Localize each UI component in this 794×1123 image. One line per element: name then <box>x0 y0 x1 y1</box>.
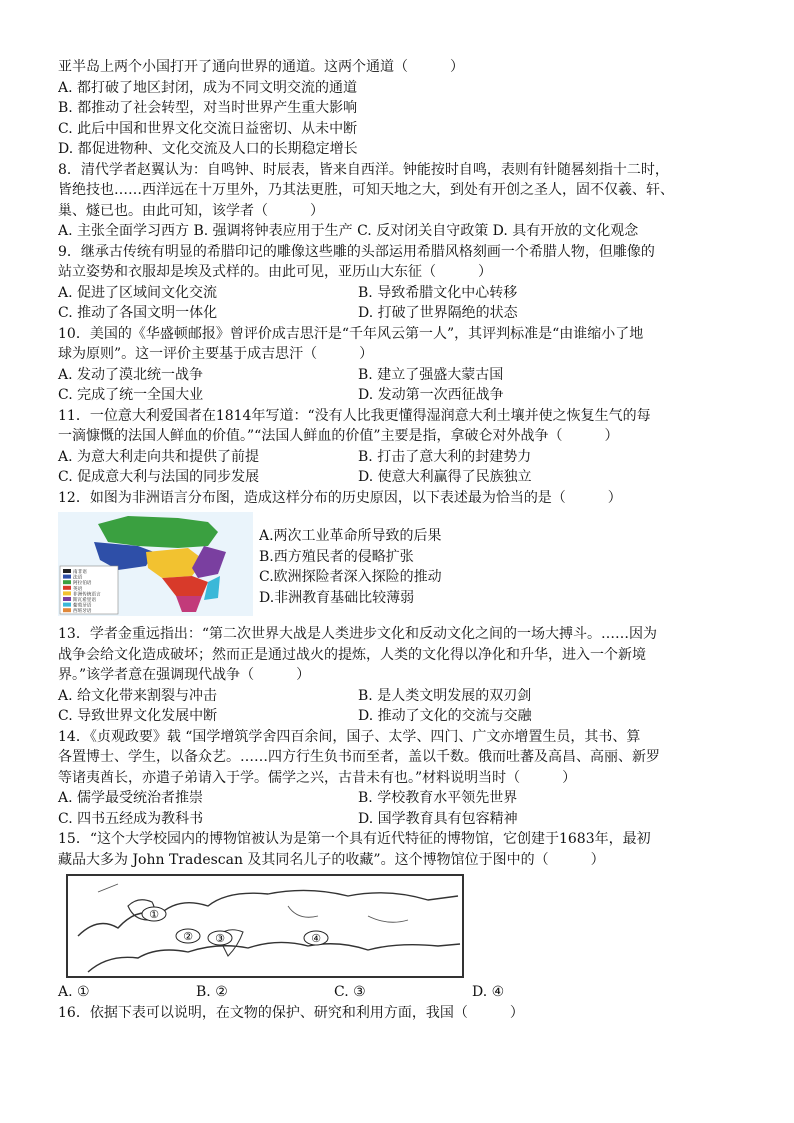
q15-stem-line-1: 15．“这个大学校园内的博物馆被认为是第一个具有近代特征的博物馆，它创建于1683年，最初 <box>58 831 651 847</box>
q15-option-c: C. ③ <box>334 984 366 1000</box>
q11-option-c: C. 促成意大利与法国的同步发展 <box>58 469 260 485</box>
q9-options-row-2 <box>58 303 748 324</box>
q10-stem-line-2: 球为原则”。这一评价主要基于成吉思汗（ ） <box>58 346 374 362</box>
legend-swatch <box>63 575 71 579</box>
q11-option-a: A. 为意大利走向共和提供了前提 <box>58 448 260 465</box>
q8-stem-line-1: 8．清代学者赵翼认为：自鸣钟、时辰表，皆来自西洋。钟能按时自鸣，表则有针随晷刻指十二时， <box>58 161 669 178</box>
q11-options-row-2 <box>58 467 748 488</box>
q13-stem-line-2: 战争会给文化造成破坏；然而正是通过战火的提炼，人类的文化得以净化和升华，进入一个新境 <box>58 646 646 663</box>
q10-options-row-2 <box>58 385 748 406</box>
q10-options-row-1 <box>58 365 748 386</box>
legend-label: 西班牙语 <box>73 609 92 615</box>
q12-option-c: C.欧洲探险者深入探险的推动 <box>259 569 442 585</box>
map-marker-label: ③ <box>215 932 225 945</box>
q13-stem-line-3: 界。”该学者意在强调现代战争（ ） <box>58 667 311 683</box>
legend-swatch <box>63 597 71 601</box>
legend-label: 南非语 <box>73 570 87 575</box>
map-marker-label: ② <box>183 930 193 943</box>
q7-stem-tail: 亚半岛上两个小国打开了通向世界的通道。这两个通道（ ） <box>58 59 464 75</box>
q9-stem-line-1: 9．继承古传统有明显的希腊印记的雕像这些雕的头部运用希腊风格刻画一个希腊人物，但雕像的 <box>58 243 655 260</box>
q7-option-c: C. 此后中国和世界文化交流日益密切、从未中断 <box>58 120 358 137</box>
map-marker-label: ④ <box>311 932 321 945</box>
q12-options <box>259 526 442 608</box>
map-marker-label: ① <box>149 908 159 921</box>
q15-options <box>58 982 748 1003</box>
africa-language-map <box>58 512 253 616</box>
q9-option-d: D. 打破了世界隔绝的状态 <box>358 305 518 321</box>
q14-stem-line-2: 各置博士、学生，以备众艺。……四方行生负书而至者，盖以千数。俄而吐蕃及高昌、高丽、新罗 <box>58 749 660 765</box>
q8-stem-line-3: 巢、燧已也。由此可知，该学者（ ） <box>58 202 324 219</box>
legend-swatch <box>63 591 71 595</box>
q13-option-d: D. 推动了文化的交流与交融 <box>358 708 532 724</box>
q15-option-d: D. ④ <box>472 984 505 1000</box>
q8-options: A. 主张全面学习西方 B. 强调将钟表应用于生产 C. 反对闭关自守政策 D. 具有开放的文化观念 <box>58 223 639 239</box>
q12-stem: 12．如图为非洲语言分布图，造成这样分布的历史原因，以下表述最为恰当的是（ ） <box>58 489 622 506</box>
q9-option-c: C. 推动了各国文明一体化 <box>58 305 218 321</box>
q13-option-b: B. 是人类文明发展的双刃剑 <box>358 687 532 704</box>
europe-map <box>66 874 464 978</box>
europe-map-graphic <box>68 876 462 976</box>
q13-option-c: C. 导致世界文化发展中断 <box>58 708 218 724</box>
q10-option-a: A. 发动了漠北统一战争 <box>58 366 204 383</box>
q14-option-c: C. 四书五经成为教科书 <box>58 810 204 827</box>
legend-swatch <box>63 586 71 590</box>
q12-figure <box>58 512 748 616</box>
q15-option-a: A. ① <box>58 984 90 1000</box>
q10-option-b: B. 建立了强盛大蒙古国 <box>358 366 504 383</box>
q11-option-d: D. 使意大利赢得了民族独立 <box>358 469 532 485</box>
q14-options-row-2 <box>58 809 748 830</box>
q11-option-b: B. 打击了意大利的封建势力 <box>358 448 532 465</box>
legend-label: 斯瓦希里语 <box>73 598 96 603</box>
q13-stem-line-1: 13．学者金重远指出：“第二次世界大战是人类进步文化和反动文化之间的一场大搏斗。……因为 <box>58 626 657 642</box>
q11-stem-line-1: 11．一位意大利爱国者在1814年写道：“没有人比我更懂得湿润意大利土壤并使之恢复生气的每 <box>58 407 651 424</box>
q12-option-a: A.两次工业革命所导致的后果 <box>259 528 442 544</box>
q12-option-b: B.西方殖民者的侵略扩张 <box>259 548 414 565</box>
q7-option-d: D. 都促进物种、文化交流及人口的长期稳定增长 <box>58 141 358 157</box>
legend-swatch <box>63 580 71 584</box>
legend-label: 阿拉伯语 <box>73 581 92 587</box>
legend-label: 葡萄牙语 <box>73 603 92 609</box>
q8-stem-line-2: 皆绝技也……西洋远在十万里外，乃其法更胜，可知天地之大，到处有开创之圣人，固不仅羲、轩、 <box>58 182 674 198</box>
legend-label: 英语 <box>73 586 83 592</box>
q9-stem-line-2: 站立姿势和衣服却是埃及式样的。由此可见，亚历山大东征（ ） <box>58 264 492 280</box>
q9-option-b: B. 导致希腊文化中心转移 <box>358 284 518 301</box>
q13-option-a: A. 给文化带来割裂与冲击 <box>58 687 218 704</box>
q13-options-row-1 <box>58 686 748 707</box>
africa-map-graphic <box>58 512 253 616</box>
q14-options-row-1 <box>58 788 748 809</box>
q12-option-d: D.非洲教育基础比较薄弱 <box>259 589 415 606</box>
q9-options-row-1 <box>58 283 748 304</box>
q15-option-b: B. ② <box>196 984 228 1000</box>
legend-label: 法语 <box>73 575 83 581</box>
legend-swatch <box>63 569 71 573</box>
q14-option-b: B. 学校教育水平领先世界 <box>358 790 518 806</box>
q10-option-c: C. 完成了统一全国大业 <box>58 387 204 403</box>
q15-stem-line-2: 藏品大多为 John Tradescan 及其同名儿子的收藏”。这个博物馆位于图中的（ ） <box>58 851 605 868</box>
q14-option-a: A. 儒学最受统治者推崇 <box>58 790 204 806</box>
q11-stem-line-2: 一滴慷慨的法国人鲜血的价值。”“法国人鲜血的价值”主要是指，拿破仑对外战争（ ） <box>58 428 619 444</box>
q10-option-d: D. 发动第一次西征战争 <box>358 387 504 403</box>
q9-option-a: A. 促进了区域间文化交流 <box>58 284 218 301</box>
legend-label: 非洲传统语言 <box>73 592 101 598</box>
legend-swatch <box>63 608 71 612</box>
q7-option-a: A. 都打破了地区封闭，成为不同文明交流的通道 <box>58 79 358 96</box>
q13-options-row-2 <box>58 706 748 727</box>
q14-option-d: D. 国学教育具有包容精神 <box>358 810 518 827</box>
q11-options-row-1 <box>58 447 748 468</box>
q14-stem-line-3: 等诸夷酋长，亦遣子弟请入于学。儒学之兴，古昔未有也。”材料说明当时（ ） <box>58 769 577 786</box>
q10-stem-line-1: 10．美国的《华盛顿邮报》曾评价成吉思汗是“千年风云第一人”，其评判标准是“由谁缩小了地 <box>58 325 644 342</box>
exam-page <box>58 57 748 1023</box>
q7-option-b: B. 都推动了社会转型，对当时世界产生重大影响 <box>58 100 358 116</box>
legend-swatch <box>63 603 71 607</box>
q14-stem-line-1: 14．《贞观政要》载 “国学增筑学舍四百余间，国子、太学、四门、广文亦增置生员，其书、算 <box>58 728 641 745</box>
q16-stem: 16．依据下表可以说明，在文物的保护、研究和利用方面，我国（ ） <box>58 1004 524 1021</box>
